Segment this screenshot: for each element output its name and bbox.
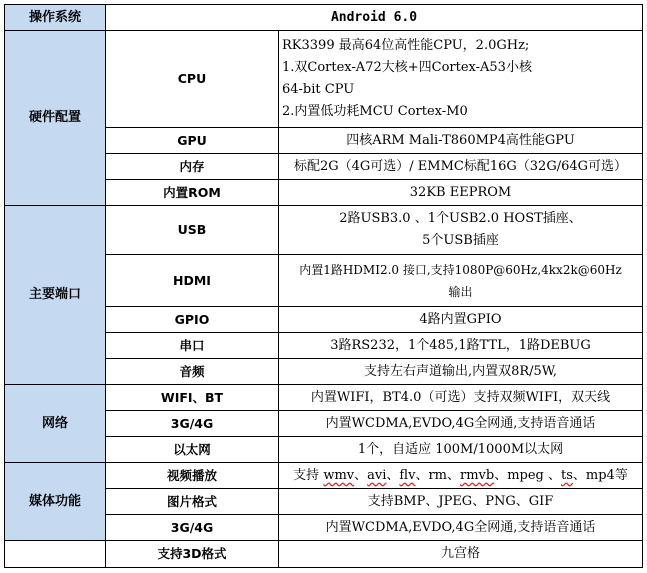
video-text: 支持 — [293, 467, 324, 483]
audio-value: 支持左右声道输出,内置双8R/5W, — [279, 359, 643, 385]
hdmi-value — [279, 255, 643, 307]
video-format: ts — [561, 467, 573, 483]
wifi-value: 内置WIFI，BT4.0（可选）支持双频WIFI，双天线 — [279, 385, 643, 411]
table-row — [5, 5, 643, 31]
category-ports: 主要端口 — [5, 206, 106, 385]
video-value — [279, 463, 643, 489]
hdmi-line: 内置1路HDMI2.0 接口,支持1080P@60Hz,4kx2k@60Hz — [299, 262, 622, 277]
category-media: 媒体功能 — [5, 463, 106, 541]
gpio-value: 4路内置GPIO — [279, 307, 643, 333]
rom-label: 内置ROM — [106, 180, 279, 206]
video-text: 、mp4等 — [572, 467, 628, 483]
gpio-label: GPIO — [106, 307, 279, 333]
video-label: 视频播放 — [106, 463, 279, 489]
cpu-value — [279, 31, 643, 128]
usb-value — [279, 206, 643, 255]
cellular-label: 3G/4G — [106, 411, 279, 437]
usb-line: 5个USB插座 — [422, 233, 499, 248]
media-cellular-label: 3G/4G — [106, 515, 279, 541]
table-row — [5, 31, 643, 128]
video-format: rmvb — [459, 467, 495, 483]
ethernet-label: 以太网 — [106, 437, 279, 463]
rom-value: 32KB EEPROM — [279, 180, 643, 206]
wifi-label: WIFI、BT — [106, 385, 279, 411]
cellular-value: 内置WCDMA,EVDO,4G全网通,支持语音通话 — [279, 411, 643, 437]
ethernet-value: 1个，自适应 100M/1000M以太网 — [279, 437, 643, 463]
format3d-value: 九宫格 — [279, 541, 643, 568]
video-text: 、 — [386, 467, 400, 483]
video-text: 、 — [354, 467, 368, 483]
table-row — [5, 206, 643, 255]
table-row — [5, 541, 643, 568]
cpu-line: 2.内置低功耗MCU Cortex-M0 — [282, 104, 468, 119]
video-format: avi — [367, 467, 387, 483]
gpu-value: 四核ARM Mali-T860MP4高性能GPU — [279, 128, 643, 154]
memory-value: 标配2G（4G可选）/ EMMC标配16G（32G/64G可选） — [279, 154, 643, 180]
hdmi-label: HDMI — [106, 255, 279, 307]
serial-value: 3路RS232，1个485,1路TTL，1路DEBUG — [279, 333, 643, 359]
video-text: 、rm、 — [415, 467, 460, 483]
audio-label: 音频 — [106, 359, 279, 385]
usb-label: USB — [106, 206, 279, 255]
video-text: 、mpeg 、 — [494, 467, 561, 483]
image-format-value: 支持BMP、JPEG、PNG、GIF — [279, 489, 643, 515]
category-os: 操作系统 — [5, 5, 106, 31]
hdmi-line: 输出 — [448, 284, 473, 299]
format3d-label: 支持3D格式 — [106, 541, 279, 568]
empty-cell — [5, 541, 106, 568]
cpu-line: 1.双Cortex-A72大核+四Cortex-A53小核 — [282, 60, 532, 75]
os-value: Android 6.0 — [106, 5, 643, 31]
video-format: flv — [399, 467, 416, 483]
usb-line: 2路USB3.0 、1个USB2.0 HOST插座、 — [339, 211, 582, 226]
video-format: wmv — [323, 467, 355, 483]
table-row — [5, 385, 643, 411]
serial-label: 串口 — [106, 333, 279, 359]
category-network: 网络 — [5, 385, 106, 463]
image-format-label: 图片格式 — [106, 489, 279, 515]
category-hardware: 硬件配置 — [5, 31, 106, 206]
table-row — [5, 463, 643, 489]
gpu-label: GPU — [106, 128, 279, 154]
cpu-line: RK3399 最高64位高性能CPU，2.0GHz; — [282, 38, 530, 53]
memory-label: 内存 — [106, 154, 279, 180]
media-cellular-value: 内置WCDMA,EVDO,4G全网通,支持语音通话 — [279, 515, 643, 541]
cpu-label: CPU — [106, 31, 279, 128]
spec-table — [4, 4, 643, 568]
cpu-line: 64-bit CPU — [282, 82, 355, 97]
